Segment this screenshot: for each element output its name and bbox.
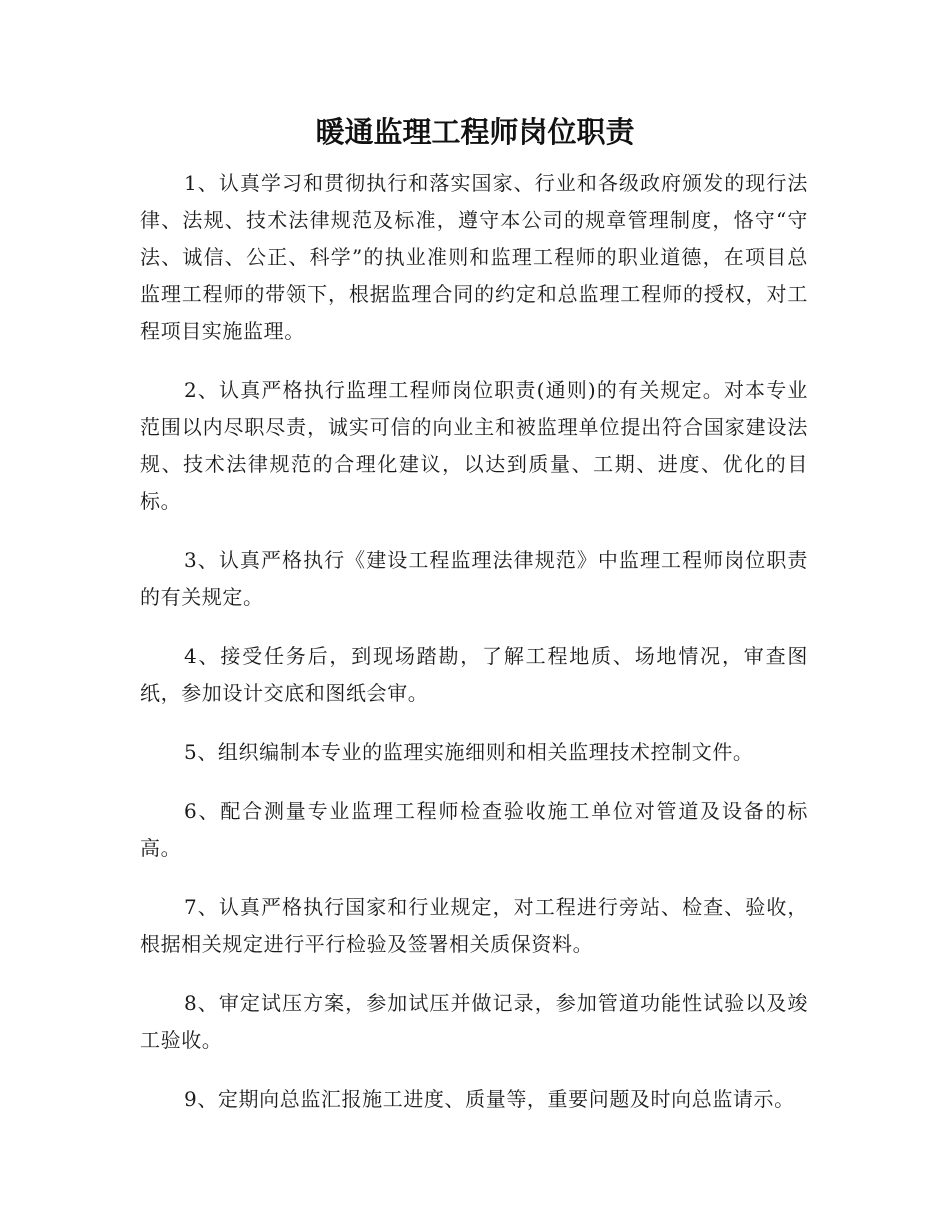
paragraph-9: 9、定期向总监汇报施工进度、质量等，重要问题及时向总监请示。 — [184, 1087, 795, 1111]
document-body — [140, 165, 808, 1140]
paragraph-4: 4、接受任务后，到现场踏勘，了解工程地质、场地情况，审查图纸，参加设计交底和图纸会审。 — [140, 644, 808, 705]
paragraph-1: 1、认真学习和贯彻执行和落实国家、行业和各级政府颁发的现行法律、法规、技术法律规范及标准，遵守本公司的规章管理制度，恪守“守法、诚信、公正、科学”的执业准则和监理工程师的职业道德，在项目总监理工程师的带领下，根据监理合同的约定和总监理工程师的授权，对工程项目实施监理。 — [140, 171, 808, 343]
paragraph-5: 5、组织编制本专业的监理实施细则和相关监理技术控制文件。 — [184, 740, 754, 764]
paragraph-2: 2、认真严格执行监理工程师岗位职责(通则)的有关规定。对本专业范围以内尽职尽责，诚实可信的向业主和被监理单位提出符合国家建设法规、技术法律规范的合理化建议，以达到质量、工期、进度、优化的目标。 — [140, 378, 808, 513]
paragraph-7: 7、认真严格执行国家和行业规定，对工程进行旁站、检查、验收，根据相关规定进行平行检验及签署相关质保资料。 — [140, 895, 808, 956]
paragraph-3: 3、认真严格执行《建设工程监理法律规范》中监理工程师岗位职责的有关规定。 — [140, 548, 808, 609]
page-title: 暖通监理工程师岗位职责 — [315, 115, 635, 149]
paragraph-6: 6、配合测量专业监理工程师检查验收施工单位对管道及设备的标高。 — [140, 799, 808, 860]
paragraph-8: 8、审定试压方案，参加试压并做记录，参加管道功能性试验以及竣工验收。 — [140, 991, 808, 1052]
